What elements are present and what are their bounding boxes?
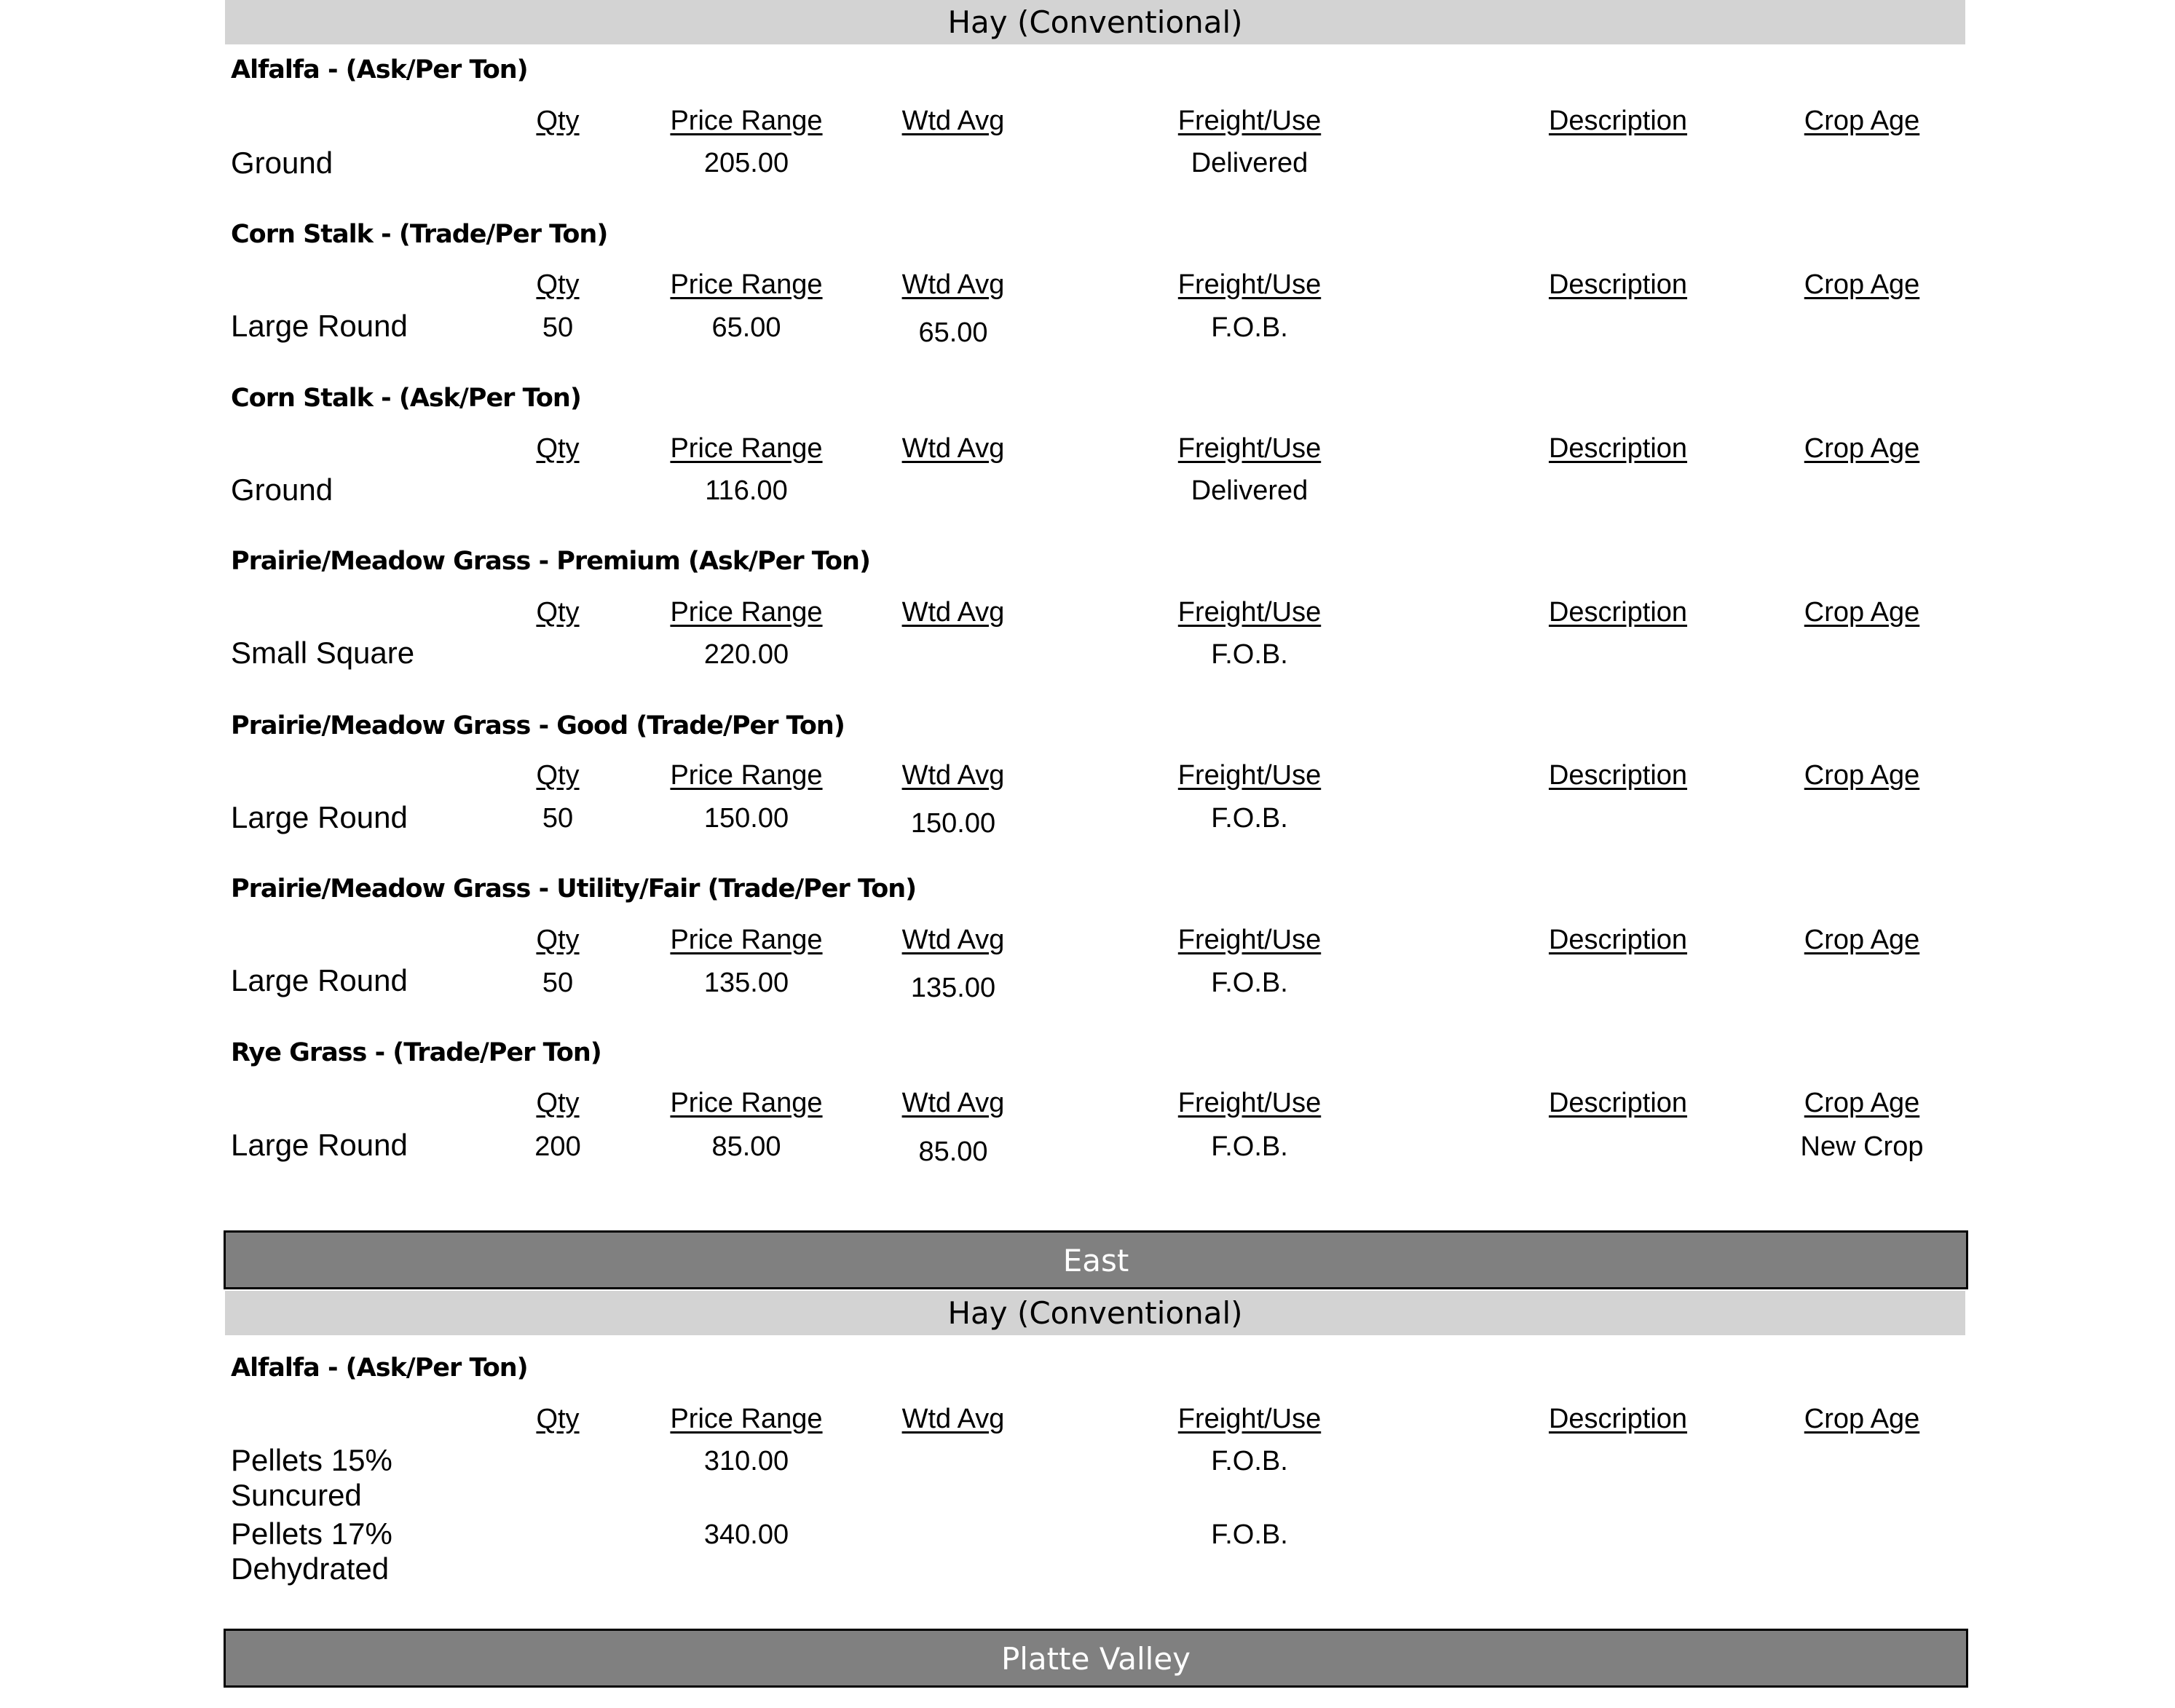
cell-qty: 200 (534, 1131, 581, 1162)
row-label (231, 1517, 392, 1586)
cell-freight-use: Delivered (1191, 148, 1308, 178)
cell-price-range: 220.00 (703, 639, 789, 670)
column-header-price-range: Price Range (670, 106, 823, 136)
column-header-freight-use: Freight/Use (1177, 1088, 1322, 1118)
row-label: Large Round (231, 1128, 408, 1162)
category-title: Alfalfa - (Ask/Per Ton) (231, 1353, 528, 1383)
section-header-hay-conventional: Hay (Conventional) (225, 1291, 1965, 1335)
cell-wtd-avg: 135.00 (910, 973, 996, 1003)
column-header-price-range: Price Range (670, 433, 823, 464)
row-label: Large Round (231, 309, 408, 343)
column-header-description: Description (1548, 760, 1688, 791)
cell-qty: 50 (542, 803, 574, 834)
column-header-freight-use: Freight/Use (1177, 433, 1322, 464)
cell-freight-use: F.O.B. (1211, 312, 1288, 343)
cell-price-range: 340.00 (703, 1519, 789, 1550)
cell-freight-use: F.O.B. (1211, 1446, 1288, 1476)
column-header-crop-age: Crop Age (1804, 597, 1920, 628)
column-header-freight-use: Freight/Use (1177, 1404, 1322, 1434)
cell-price-range: 116.00 (705, 475, 788, 506)
column-header-price-range: Price Range (670, 269, 823, 300)
column-header-crop-age: Crop Age (1804, 433, 1920, 464)
category-title: Corn Stalk - (Ask/Per Ton) (231, 384, 581, 413)
column-header-qty: Qty (536, 433, 580, 464)
column-header-description: Description (1548, 925, 1688, 955)
category-title: Prairie/Meadow Grass - Good (Trade/Per Ton) (231, 711, 845, 740)
cell-price-range: 205.00 (703, 148, 789, 178)
category-title: Prairie/Meadow Grass - Utility/Fair (Trade/Per Ton) (231, 874, 917, 904)
column-header-crop-age: Crop Age (1804, 760, 1920, 791)
cell-qty: 50 (542, 312, 574, 343)
cell-crop-age: New Crop (1800, 1131, 1924, 1162)
cell-freight-use: Delivered (1191, 475, 1308, 506)
column-header-freight-use: Freight/Use (1177, 760, 1322, 791)
column-header-crop-age: Crop Age (1804, 925, 1920, 955)
row-label: Large Round (231, 800, 408, 834)
column-header-crop-age: Crop Age (1804, 106, 1920, 136)
cell-freight-use: F.O.B. (1211, 1519, 1288, 1550)
category-title: Rye Grass - (Trade/Per Ton) (231, 1038, 601, 1067)
column-header-price-range: Price Range (670, 1404, 823, 1434)
cell-price-range: 150.00 (703, 803, 789, 834)
column-header-description: Description (1548, 597, 1688, 628)
cell-price-range: 135.00 (703, 968, 789, 998)
column-header-qty: Qty (536, 269, 580, 300)
column-header-freight-use: Freight/Use (1177, 106, 1322, 136)
column-header-freight-use: Freight/Use (1177, 925, 1322, 955)
cell-freight-use: F.O.B. (1211, 639, 1288, 670)
column-header-description: Description (1548, 106, 1688, 136)
row-label-line: Dehydrated (231, 1551, 390, 1586)
row-label: Large Round (231, 963, 408, 997)
column-header-crop-age: Crop Age (1804, 1088, 1920, 1118)
column-header-crop-age: Crop Age (1804, 269, 1920, 300)
cell-price-range: 310.00 (703, 1446, 789, 1476)
column-header-wtd-avg: Wtd Avg (901, 433, 1005, 464)
region-header-platte-valley: Platte Valley (224, 1629, 1968, 1688)
column-header-price-range: Price Range (670, 760, 823, 791)
cell-freight-use: F.O.B. (1211, 1131, 1288, 1162)
cell-wtd-avg: 85.00 (918, 1136, 988, 1167)
column-header-freight-use: Freight/Use (1177, 597, 1322, 628)
column-header-price-range: Price Range (670, 1088, 823, 1118)
column-header-wtd-avg: Wtd Avg (901, 925, 1005, 955)
column-header-qty: Qty (536, 106, 580, 136)
column-header-wtd-avg: Wtd Avg (901, 1088, 1005, 1118)
column-header-qty: Qty (536, 1404, 580, 1434)
category-title: Alfalfa - (Ask/Per Ton) (231, 55, 528, 84)
cell-price-range: 85.00 (711, 1131, 781, 1162)
column-header-crop-age: Crop Age (1804, 1404, 1920, 1434)
column-header-qty: Qty (536, 925, 580, 955)
column-header-wtd-avg: Wtd Avg (901, 760, 1005, 791)
column-header-description: Description (1548, 433, 1688, 464)
column-header-wtd-avg: Wtd Avg (901, 106, 1005, 136)
cell-price-range: 65.00 (711, 312, 781, 343)
column-header-description: Description (1548, 1088, 1688, 1118)
row-label: Ground (231, 146, 333, 180)
cell-wtd-avg: 150.00 (910, 808, 996, 839)
column-header-wtd-avg: Wtd Avg (901, 1404, 1005, 1434)
column-header-qty: Qty (536, 1088, 580, 1118)
column-header-price-range: Price Range (670, 597, 823, 628)
category-title: Prairie/Meadow Grass - Premium (Ask/Per Ton) (231, 547, 870, 576)
row-label-line: Pellets 17% (231, 1517, 392, 1551)
row-label (231, 1443, 392, 1513)
row-label: Ground (231, 473, 333, 507)
cell-freight-use: F.O.B. (1211, 968, 1288, 998)
column-header-price-range: Price Range (670, 925, 823, 955)
row-label: Small Square (231, 636, 415, 670)
category-title: Corn Stalk - (Trade/Per Ton) (231, 220, 608, 249)
region-header-east: East (224, 1230, 1968, 1289)
cell-freight-use: F.O.B. (1211, 803, 1288, 834)
column-header-wtd-avg: Wtd Avg (901, 269, 1005, 300)
column-header-wtd-avg: Wtd Avg (901, 597, 1005, 628)
row-label-line: Pellets 15% (231, 1443, 392, 1477)
column-header-freight-use: Freight/Use (1177, 269, 1322, 300)
column-header-qty: Qty (536, 597, 580, 628)
column-header-description: Description (1548, 269, 1688, 300)
column-header-qty: Qty (536, 760, 580, 791)
section-header-hay-conventional: Hay (Conventional) (225, 0, 1965, 44)
row-label-line: Suncured (231, 1478, 362, 1512)
cell-wtd-avg: 65.00 (918, 317, 988, 348)
column-header-description: Description (1548, 1404, 1688, 1434)
cell-qty: 50 (542, 968, 574, 998)
